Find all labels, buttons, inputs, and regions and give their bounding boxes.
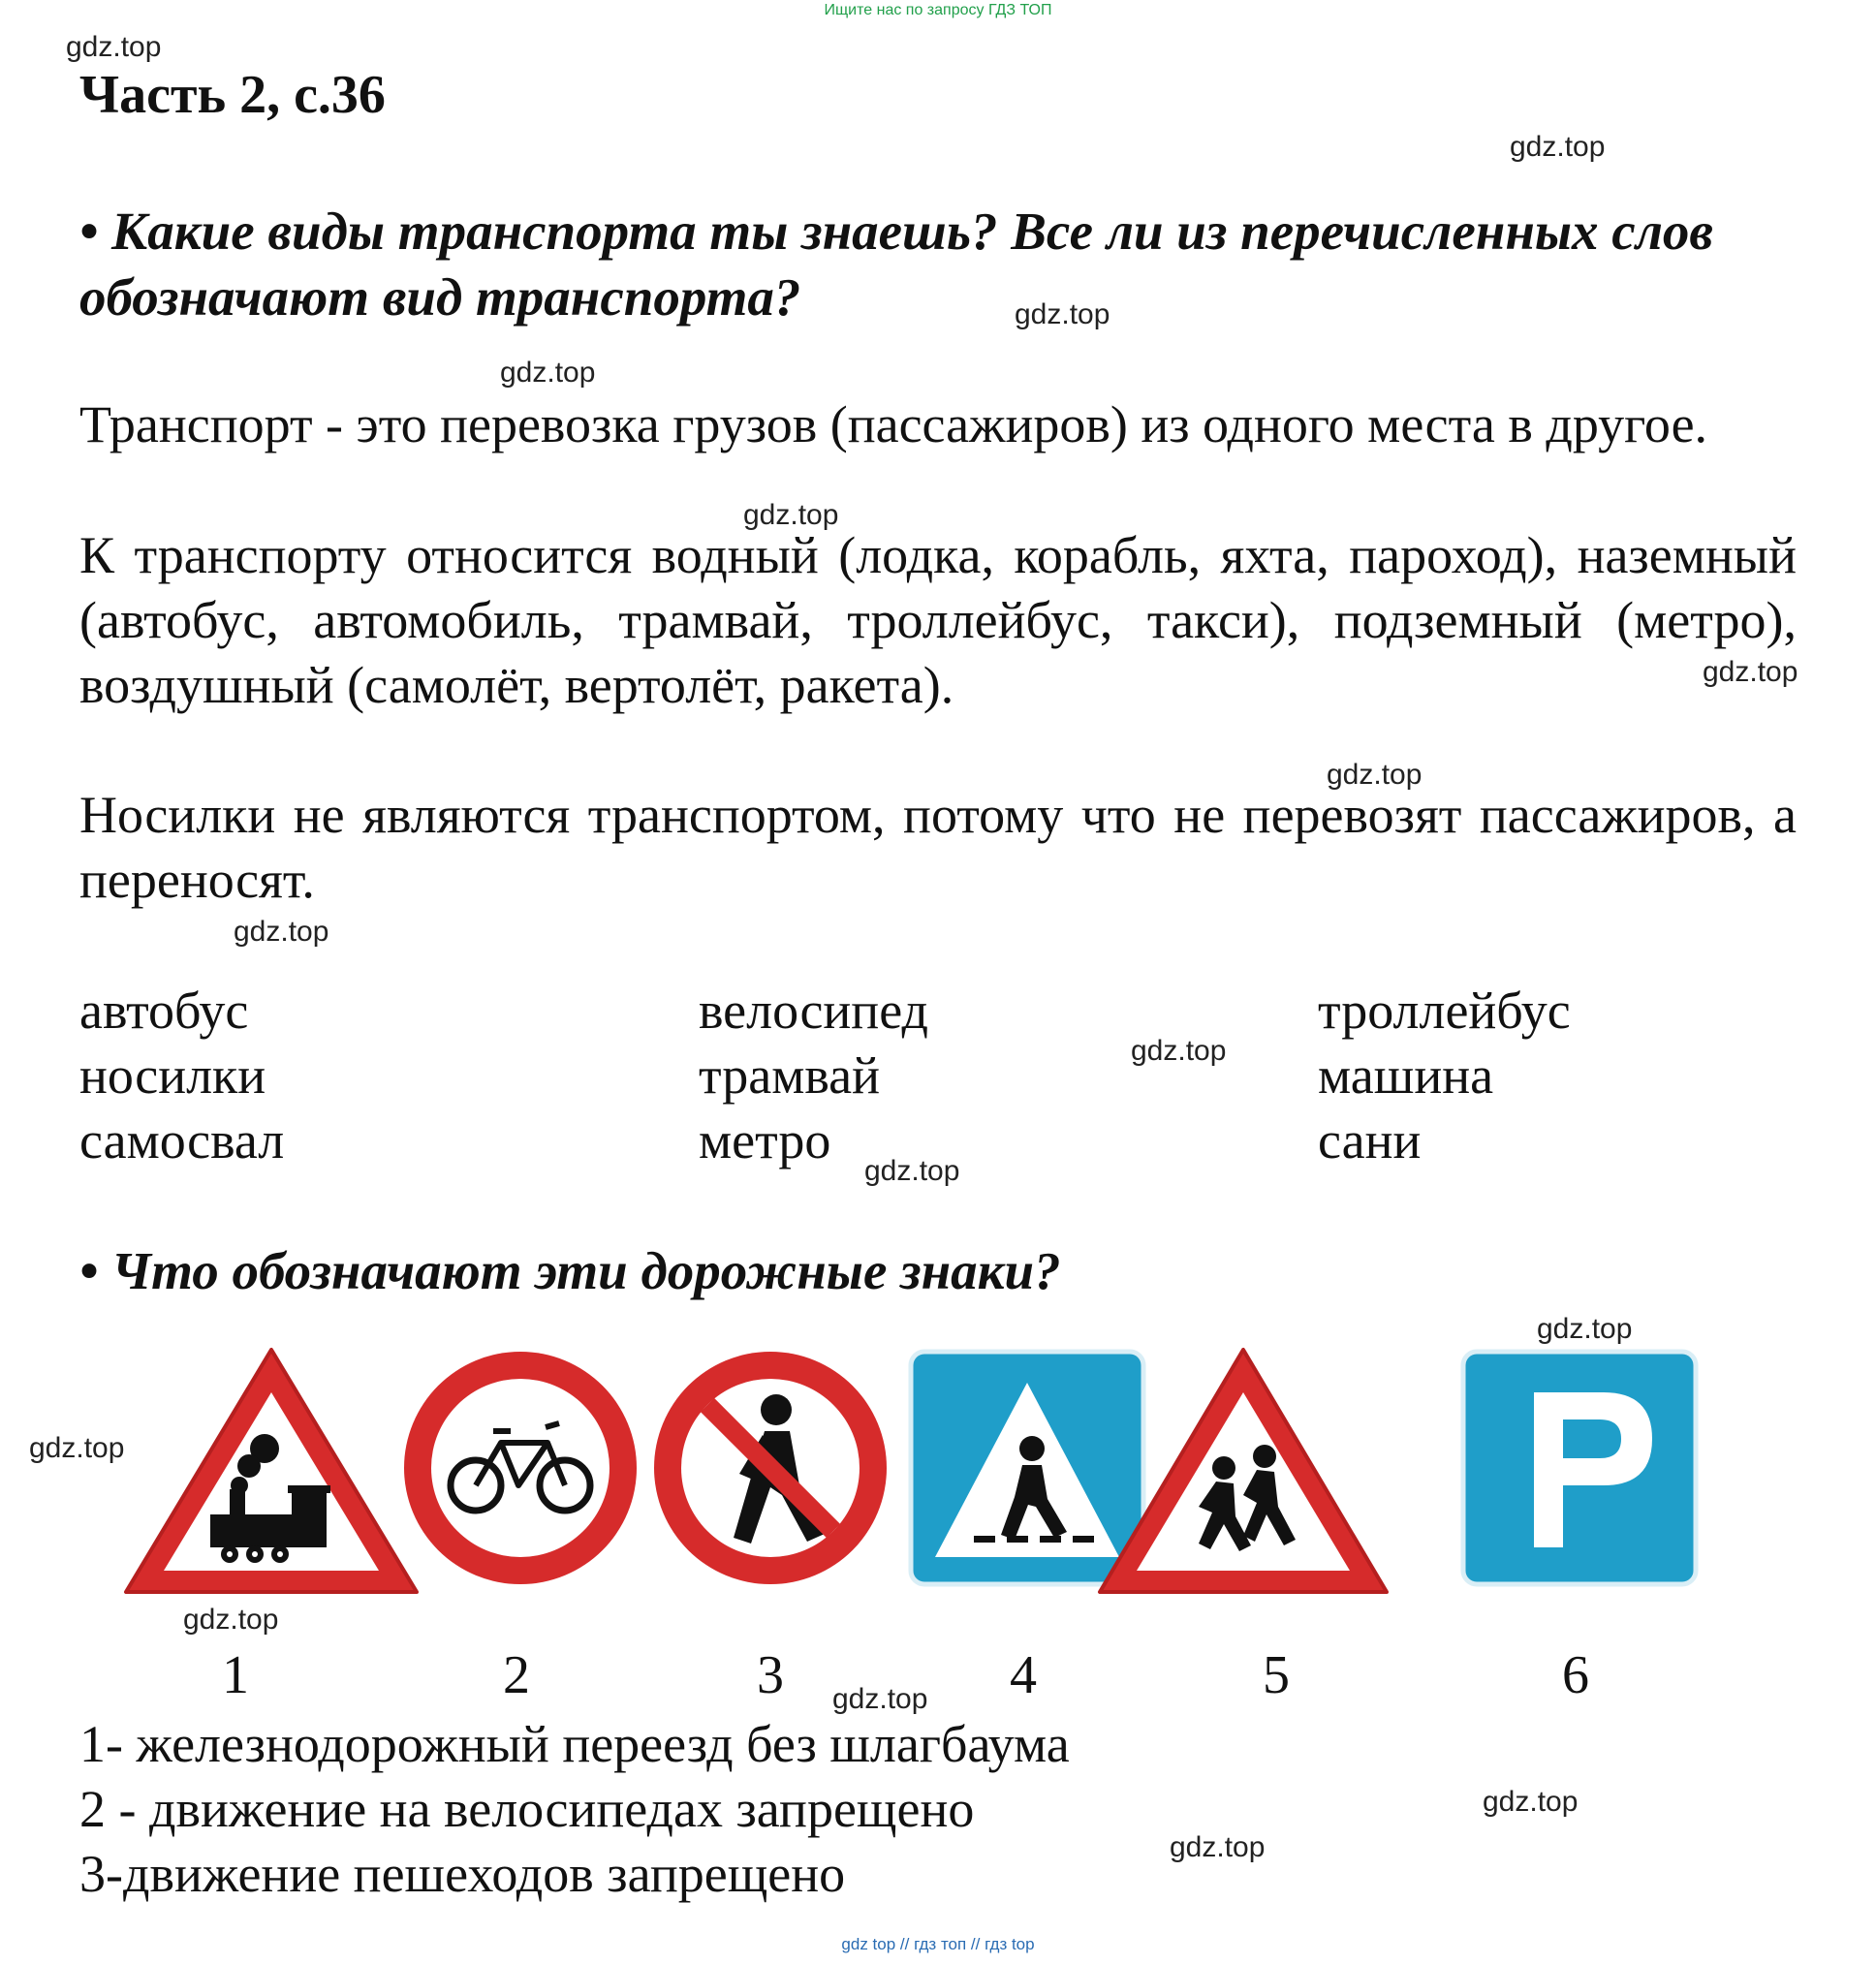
word: трамвай xyxy=(699,1046,881,1105)
watermark: gdz.top xyxy=(500,357,596,389)
question-road-signs: • Что обозначают эти дорожные знаки? xyxy=(79,1241,1061,1300)
footer-links: gdz top // гдз топ // гдз top xyxy=(841,1935,1035,1953)
sign-numbers xyxy=(0,1644,1876,1712)
sign-number: 6 xyxy=(1562,1645,1589,1705)
word: носилки xyxy=(79,1046,266,1105)
no-pedestrians-icon xyxy=(654,1352,887,1584)
watermark: gdz.top xyxy=(29,1432,125,1464)
parking-icon xyxy=(1463,1352,1696,1584)
word: машина xyxy=(1318,1046,1494,1105)
word-column-2 xyxy=(699,979,928,1173)
word: троллейбус xyxy=(1318,982,1571,1040)
no-bicycles-icon xyxy=(404,1352,637,1584)
watermark: gdz.top xyxy=(1510,131,1606,163)
watermark: gdz.top xyxy=(1131,1035,1227,1067)
watermark: gdz.top xyxy=(183,1604,279,1636)
road-signs-strip xyxy=(121,1342,1706,1602)
word: метро xyxy=(699,1111,831,1170)
word: сани xyxy=(1318,1111,1422,1170)
sign-number: 3 xyxy=(757,1645,784,1705)
paragraph-definition: Транспорт - это перевозка грузов (пассажиров) из одного места в другое. xyxy=(79,395,1708,453)
answer-2: 2 - движение на велосипедах запрещено xyxy=(79,1780,975,1838)
question-transport: • Какие виды транспорта ты знаешь? Все ли из перечисленных слов обозначают вид транспорта? xyxy=(79,202,1713,327)
word-column-3 xyxy=(1318,979,1571,1173)
page-title: Часть 2, с.36 xyxy=(79,65,386,125)
paragraph-stretcher: Носилки не являются транспортом, потому что не перевозят пассажиров, а переносят. xyxy=(79,786,1797,909)
sign-number: 2 xyxy=(503,1645,530,1705)
watermark: gdz.top xyxy=(1015,298,1110,330)
answer-1: 1- железнодорожный переезд без шлагбаума xyxy=(79,1715,1070,1773)
steam-locomotive-warning-icon xyxy=(126,1350,417,1592)
search-banner: Ищите нас по запросу ГДЗ ТОП xyxy=(824,2,1052,18)
word: самосвал xyxy=(79,1111,285,1170)
pedestrian-crossing-icon xyxy=(911,1352,1143,1584)
watermark: gdz.top xyxy=(1170,1831,1266,1863)
watermark: gdz.top xyxy=(66,31,162,63)
watermark: gdz.top xyxy=(1483,1786,1579,1818)
sign-number: 5 xyxy=(1263,1645,1290,1705)
sign-number: 4 xyxy=(1010,1645,1037,1705)
watermark: gdz.top xyxy=(1703,656,1798,688)
watermark: gdz.top xyxy=(1327,759,1423,791)
watermark: gdz.top xyxy=(864,1155,960,1187)
watermark: gdz.top xyxy=(832,1683,928,1715)
watermark: gdz.top xyxy=(743,499,839,531)
word: велосипед xyxy=(699,982,928,1040)
word: автобус xyxy=(79,982,249,1040)
word-column-1 xyxy=(79,979,284,1173)
answer-3: 3-движение пешеходов запрещено xyxy=(79,1845,846,1903)
watermark: gdz.top xyxy=(1537,1313,1633,1345)
paragraph-types: К транспорту относится водный (лодка, корабль, яхта, пароход), наземный (автобус, автомобиль, трамвай, троллейбус, такси), подземный (метро), воздушный (самолёт, вертолёт, ракета). xyxy=(79,526,1797,714)
sign-number: 1 xyxy=(222,1645,249,1705)
watermark: gdz.top xyxy=(234,916,329,948)
